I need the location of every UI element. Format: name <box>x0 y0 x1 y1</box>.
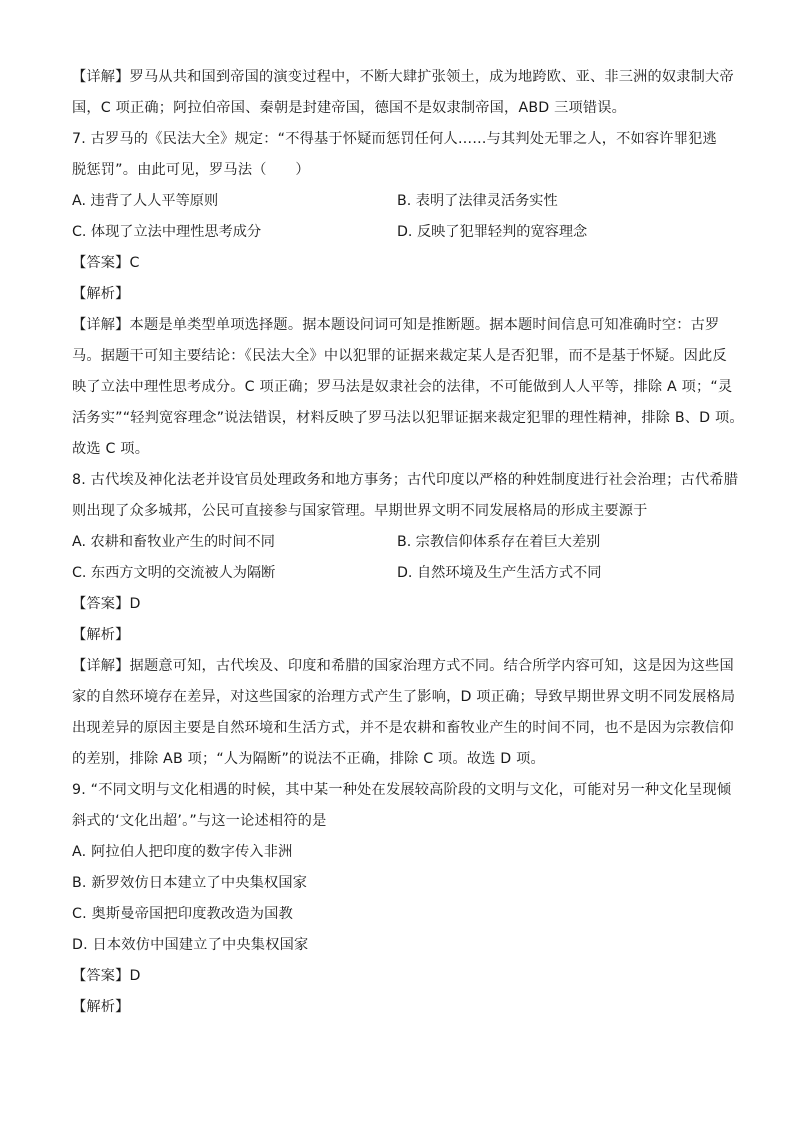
text-line: 7. 古罗马的《民法大全》规定：“不得基于怀疑而惩罚任何人……与其判处无罪之人，不如容许罪犯逃 <box>72 131 717 147</box>
option-item: B. 宗教信仰体系存在着巨大差别 <box>397 534 601 550</box>
text-line: 【解析】 <box>72 286 130 302</box>
text-line: 脱惩罚”。由此可见，罗马法（ ） <box>72 162 310 178</box>
text-line: 【详解】本题是单类型单项选择题。据本题设问词可知是推断题。据本题时间信息可知准确时空：古罗 <box>72 317 720 333</box>
text-line: 活务实”“轻判宽容理念”说法错误，材料反映了罗马法以犯罪证据来裁定犯罪的理性精神，排除 B、D 项。 <box>72 410 744 426</box>
option-row <box>72 558 724 589</box>
text-line: 家的自然环境存在差异，对这些国家的治理方式产生了影响，D 项正确；导致早期世界文明不同发展格局 <box>72 689 736 705</box>
text-line: 故选 C 项。 <box>72 441 150 457</box>
option-item: C. 东西方文明的交流被人为隔断 <box>72 565 276 581</box>
option-item: A. 农耕和畜牧业产生的时间不同 <box>72 534 275 550</box>
option-item: B. 表明了法律灵活务实性 <box>397 193 558 209</box>
text-line: D. 日本效仿中国建立了中央集权国家 <box>72 937 309 953</box>
text-line: 则出现了众多城邦，公民可直接参与国家管理。早期世界文明不同发展格局的形成主要源于 <box>72 503 648 519</box>
option-item: D. 反映了犯罪轻判的宽容理念 <box>397 224 588 240</box>
text-line: 国，C 项正确；阿拉伯帝国、秦朝是封建帝国，德国不是奴隶制帝国，ABD 三项错误。 <box>72 100 627 116</box>
text-line: 斜式的‘文化出超’。”与这一论述相符的是 <box>72 813 327 829</box>
text-line: 【解析】 <box>72 627 130 643</box>
option-item: C. 体现了立法中理性思考成分 <box>72 224 262 240</box>
text-line: 【答案】C <box>72 255 140 271</box>
text-line: 映了立法中理性思考成分。C 项正确；罗马法是奴隶社会的法律，不可能做到人人平等，排除 A 项；“灵 <box>72 379 733 395</box>
text-line: 【详解】罗马从共和国到帝国的演变过程中，不断大肆扩张领土，成为地跨欧、亚、非三洲的奴隶制大帝 <box>72 69 734 85</box>
text-line: A. 阿拉伯人把印度的数字传入非洲 <box>72 844 293 860</box>
text-line: 【解析】 <box>72 999 130 1015</box>
text-line: 的差别，排除 AB 项；“人为隔断”的说法不正确，排除 C 项。故选 D 项。 <box>72 751 545 767</box>
text-line: 9. “不同文明与文化相遇的时候，其中某一种处在发展较高阶段的文明与文化，可能对另一种文化呈现倾 <box>72 782 732 798</box>
option-row <box>72 217 724 248</box>
option-row <box>72 186 724 217</box>
text-line: B. 新罗效仿日本建立了中央集权国家 <box>72 875 308 891</box>
text-line: 【答案】D <box>72 596 141 612</box>
option-row <box>72 527 724 558</box>
text-line: C. 奥斯曼帝国把印度教改造为国教 <box>72 906 293 922</box>
option-item: D. 自然环境及生产生活方式不同 <box>397 565 602 581</box>
text-line: 马。据题干可知主要结论：《民法大全》中以犯罪的证据来裁定某人是否犯罪，而不是基于怀疑。因此反 <box>72 348 727 364</box>
text-line: 【详解】据题意可知，古代埃及、印度和希腊的国家治理方式不同。结合所学内容可知，这是因为这些国 <box>72 658 734 674</box>
option-item: A. 违背了人人平等原则 <box>72 193 219 209</box>
text-line: 【答案】D <box>72 968 141 984</box>
document-page <box>72 62 744 1023</box>
text-line: 8. 古代埃及神化法老并设官员处理政务和地方事务；古代印度以严格的种姓制度进行社会治理；古代希腊 <box>72 472 739 488</box>
text-line: 出现差异的原因主要是自然环境和生活方式，并不是农耕和畜牧业产生的时间不同，也不是因为宗教信仰 <box>72 720 734 736</box>
